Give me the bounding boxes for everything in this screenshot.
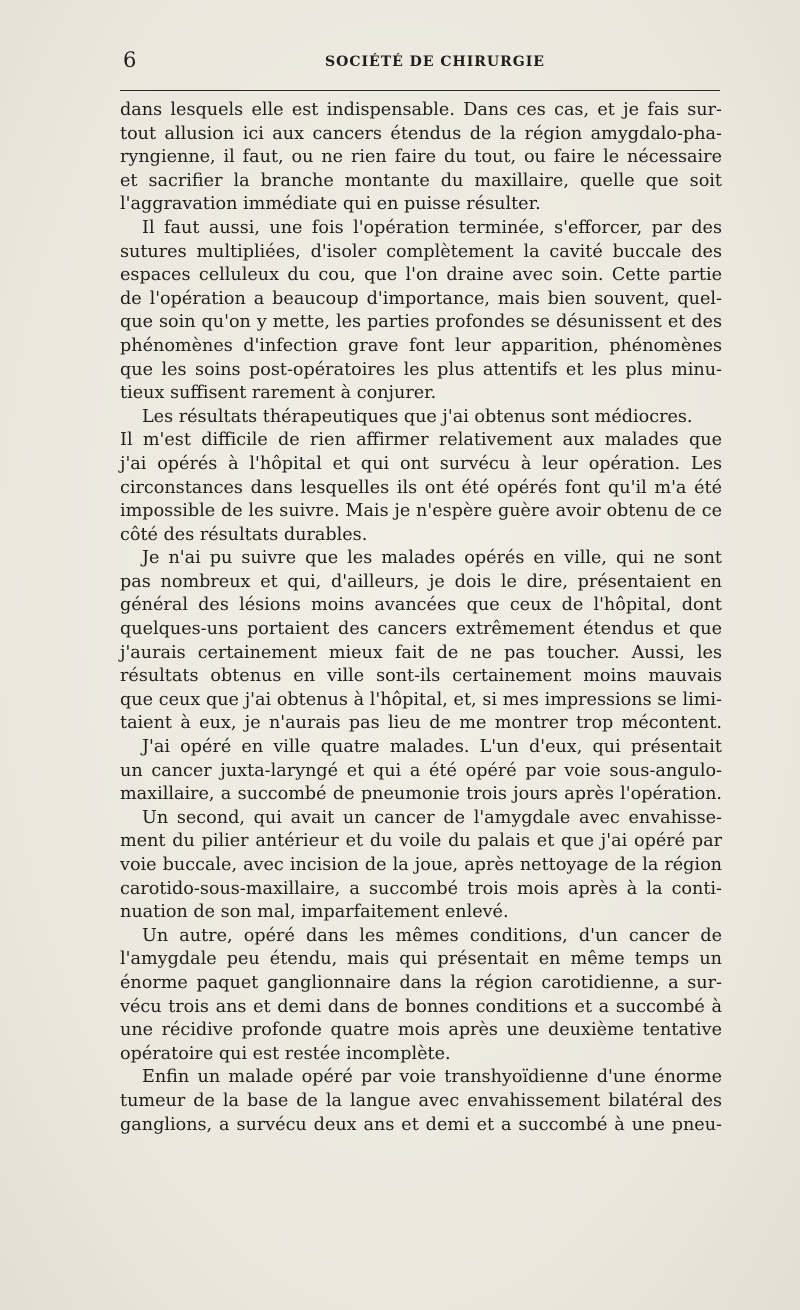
running-title: SOCIÉTÉ DE CHIRURGIE bbox=[325, 54, 545, 70]
text-line: dans lesquels elle est indispensable. Dans ces cas, et je fais sur- bbox=[120, 100, 722, 120]
text-line: opératoire qui est restée incomplète. bbox=[120, 1043, 451, 1064]
text-line: ment du pilier antérieur et du voile du palais et que j'ai opéré par bbox=[120, 831, 722, 852]
text-line: voie buccale, avec incision de la joue, après nettoyage de la région bbox=[120, 855, 722, 875]
text-line: nuation de son mal, imparfaitement enlevé. bbox=[120, 902, 509, 923]
text-line: phénomènes d'infection grave font leur apparition, phénomènes bbox=[120, 335, 722, 356]
text-line: et sacrifier la branche montante du maxillaire, quelle que soit bbox=[120, 170, 722, 191]
text-line: une récidive profonde quatre mois après une deuxième tentative bbox=[120, 1020, 722, 1041]
text-line: général des lésions moins avancées que ceux de l'hôpital, dont bbox=[120, 595, 722, 616]
text-line: tumeur de la base de la langue avec envahissement bilatéral des bbox=[120, 1090, 722, 1111]
page-number: 6 bbox=[123, 48, 137, 72]
text-line: maxillaire, a succombé de pneumonie trois jours après l'opération. bbox=[120, 784, 722, 805]
text-line: carotido-sous-maxillaire, a succombé trois mois après à la conti- bbox=[120, 878, 722, 899]
text-line: taient à eux, je n'aurais pas lieu de me montrer trop mécontent. bbox=[120, 713, 722, 734]
text-line: quelques-uns portaient des cancers extrêmement étendus et que bbox=[120, 619, 722, 640]
paragraph-start-line: Il faut aussi, une fois l'opération terminée, s'efforcer, par des bbox=[142, 217, 722, 238]
text-line: circonstances dans lesquelles ils ont été opérés font qu'il m'a été bbox=[120, 477, 722, 498]
text-line: l'amygdale peu étendu, mais qui présentait en même temps un bbox=[120, 949, 722, 970]
text-line: que soin qu'on y mette, les parties profondes se désunissent et des bbox=[120, 312, 722, 333]
page-header bbox=[120, 46, 720, 76]
header-rule bbox=[120, 90, 720, 91]
text-line: sutures multipliées, d'isoler complètement la cavité buccale des bbox=[120, 241, 722, 262]
text-line: espaces celluleux du cou, que l'on draine avec soin. Cette partie bbox=[120, 265, 722, 286]
text-line: énorme paquet ganglionnaire dans la région carotidienne, a sur- bbox=[120, 972, 722, 993]
text-line: tieux suffisent rarement à conjurer. bbox=[120, 383, 437, 404]
text-line: Il m'est difficile de rien affirmer relativement aux malades que bbox=[120, 430, 722, 451]
text-line: de l'opération a beaucoup d'importance, mais bien souvent, quel- bbox=[120, 288, 722, 309]
text-line: résultats obtenus en ville sont-ils certainement moins mauvais bbox=[120, 666, 722, 687]
text-line: côté des résultats durables. bbox=[120, 524, 368, 545]
text-line: tout allusion ici aux cancers étendus de la région amygdalo-pha- bbox=[120, 123, 722, 144]
paragraph-start-line: Un autre, opéré dans les mêmes conditions, d'un cancer de bbox=[142, 925, 722, 946]
text-line: un cancer juxta-laryngé et qui a été opéré par voie sous-angulo- bbox=[120, 760, 722, 781]
paragraph-start-line: Les résultats thérapeutiques que j'ai obtenus sont médiocres. bbox=[142, 406, 693, 427]
text-line: que les soins post-opératoires les plus attentifs et les plus minu- bbox=[120, 359, 722, 380]
text-line: ganglions, a survécu deux ans et demi et a succombé à une pneu- bbox=[120, 1114, 722, 1135]
paragraph-start-line: Un second, qui avait un cancer de l'amygdale avec envahisse- bbox=[142, 807, 722, 828]
text-line: que ceux que j'ai obtenus à l'hôpital, et, si mes impressions se limi- bbox=[120, 689, 722, 710]
paragraph-start-line: Je n'ai pu suivre que les malades opérés en ville, qui ne sont bbox=[142, 548, 722, 569]
text-line: l'aggravation immédiate qui en puisse résulter. bbox=[120, 194, 541, 215]
paragraph-start-line: Enfin un malade opéré par voie transhyoïdienne d'une énorme bbox=[142, 1067, 722, 1088]
paragraph-start-line: J'ai opéré en ville quatre malades. L'un d'eux, qui présentait bbox=[142, 737, 722, 758]
text-line: ryngienne, il faut, ou ne rien faire du tout, ou faire le nécessaire bbox=[120, 147, 722, 168]
body-text bbox=[120, 99, 722, 1137]
text-line: j'ai opérés à l'hôpital et qui ont survécu à leur opération. Les bbox=[120, 453, 722, 474]
text-line: vécu trois ans et demi dans de bonnes conditions et a succombé à bbox=[120, 996, 722, 1017]
text-line: pas nombreux et qui, d'ailleurs, je dois le dire, présentaient en bbox=[120, 571, 722, 592]
text-line: j'aurais certainement mieux fait de ne pas toucher. Aussi, les bbox=[120, 642, 722, 663]
text-line: impossible de les suivre. Mais je n'espère guère avoir obtenu de ce bbox=[120, 501, 722, 522]
